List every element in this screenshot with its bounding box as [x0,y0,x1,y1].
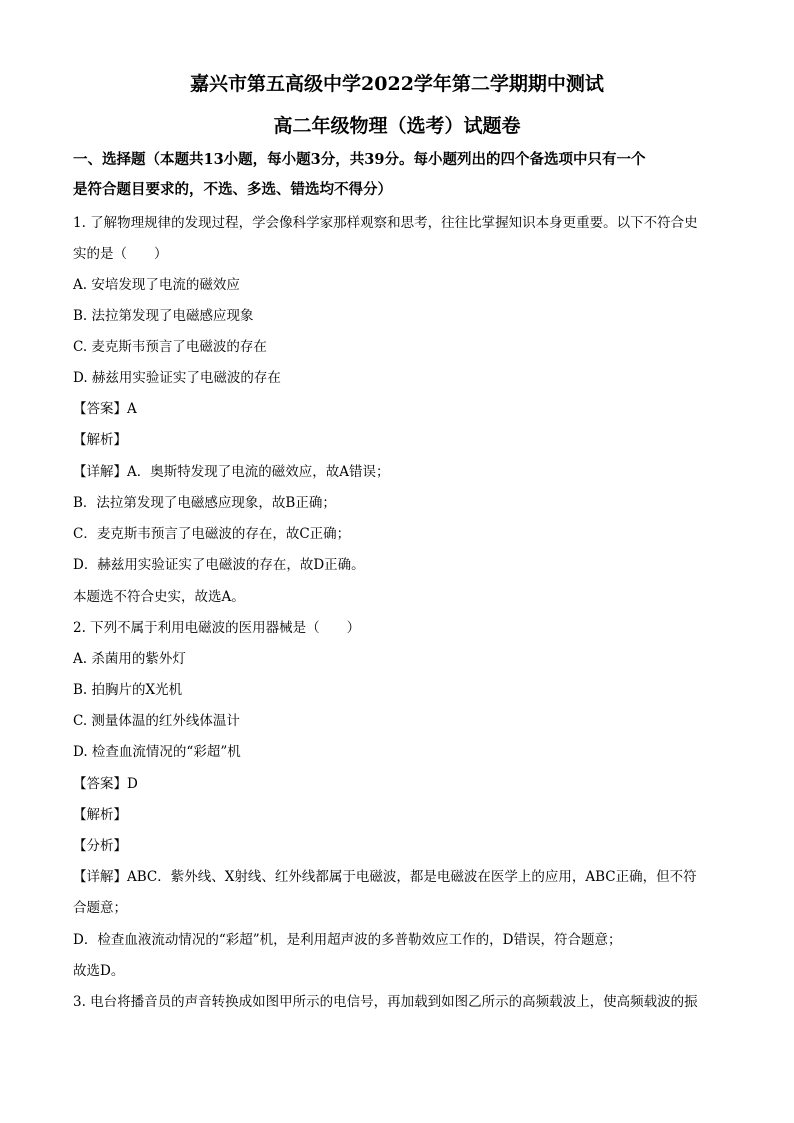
q1-analysis-label: 【解析】 [73,432,127,448]
q1-answer: 【答案】A [73,401,137,417]
q1-conclusion: 本题选不符合史实，故选A。 [73,589,245,605]
q1-stem-line1: 1. 了解物理规律的发现过程，学会像科学家那样观察和思考，往往比掌握知识本身更重要。以下不符合史 [73,215,698,231]
q1-option-d: D. 赫兹用实验证实了电磁波的存在 [73,370,281,386]
q2-detail-line1: 【详解】ABC．紫外线、X射线、红外线都属于电磁波，都是电磁波在医学上的应用，ABC正确，但不符 [73,869,697,885]
q2-analysis-label: 【解析】 [73,807,127,823]
q2-stem: 2. 下列不属于利用电磁波的医用器械是（ ） [73,620,361,636]
q2-detail-d: D．检查血液流动情况的“彩超”机，是利用超声波的多普勒效应工作的，D错误，符合题意； [73,932,622,948]
q3-stem-line1: 3. 电台将播音员的声音转换成如图甲所示的电信号，再加载到如图乙所示的高频载波上，使高频载波的振 [73,994,698,1010]
section-heading-line2: 是符合题目要求的，不选、多选、错选均不得分） [73,181,392,198]
q1-detail-d: D．赫兹用实验证实了电磁波的存在，故D正确。 [73,557,365,573]
q1-detail-b: B．法拉第发现了电磁感应现象，故B正确； [73,495,336,511]
q1-option-c: C. 麦克斯韦预言了电磁波的存在 [73,339,267,355]
q1-detail-a: 【详解】A．奥斯特发现了电流的磁效应，故A错误； [73,464,390,480]
q1-stem-line2: 实的是（ ） [73,246,168,262]
q2-option-a: A. 杀菌用的紫外灯 [73,651,186,667]
q2-option-b: B. 拍胸片的X光机 [73,682,183,698]
q2-fenxi-label: 【分析】 [73,838,127,854]
exam-title: 嘉兴市第五高级中学2022学年第二学期期中测试 [190,73,604,95]
q1-option-b: B. 法拉第发现了电磁感应现象 [73,308,254,324]
q2-detail-line2: 合题意； [73,900,127,916]
q2-option-d: D. 检查血流情况的“彩超”机 [73,744,241,760]
q2-option-c: C. 测量体温的红外线体温计 [73,713,240,729]
q1-option-a: A. 安培发现了电流的磁效应 [73,277,240,293]
exam-subtitle: 高二年级物理（选考）试题卷 [273,115,521,137]
section-heading-line1: 一、选择题（本题共13小题，每小题3分，共39分。每小题列出的四个备选项中只有一个 [73,151,646,168]
q2-answer: 【答案】D [73,776,138,792]
q2-conclusion: 故选D。 [73,963,125,979]
q1-detail-c: C．麦克斯韦预言了电磁波的存在，故C正确； [73,526,351,542]
